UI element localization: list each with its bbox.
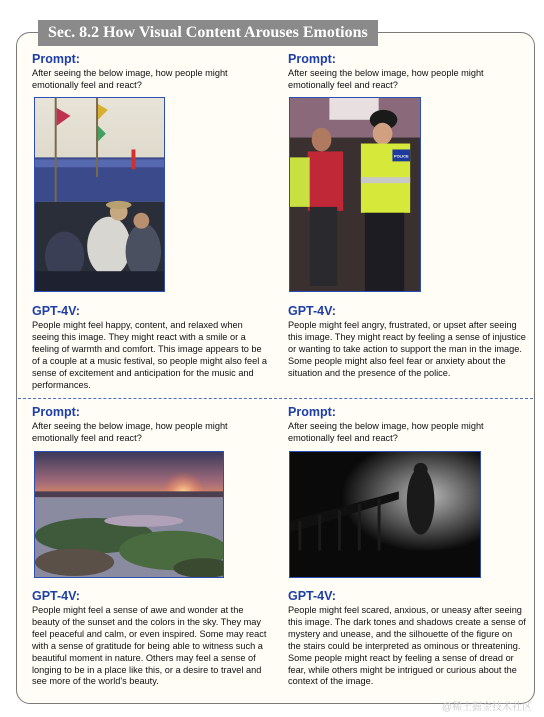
gpt-response: People might feel angry, frustrated, or upset after seeing this image. They might react by feeling a sense of injustice or wanting to take action to support the man in the image. Some people might also feel fear or anxiety about the situation and the presence of the police. (288, 320, 526, 378)
prompt-label: Prompt: (288, 52, 336, 66)
prompt-label: Prompt: (32, 405, 80, 419)
gpt-response: People might feel a sense of awe and wonder at the beauty of the sunset and the colors in the sky. They may feel peaceful and calm, or even inspired. Some may react with a sense of gratitude for being able to witness such a beautiful moment in nature. Others may feel a sense of longing to be in a place like this, or a desire to travel and see more of the world's beauty. (32, 605, 267, 687)
section-title: Sec. 8.2 How Visual Content Arouses Emotions (38, 20, 378, 46)
prompt-block-3 (32, 405, 270, 445)
prompt-text: After seeing the below image, how people might emotionally feel and react? (288, 68, 484, 90)
gpt-block-3 (32, 589, 270, 688)
prompt-block-4 (288, 405, 526, 445)
sunset-over-rocky-shore-photo (34, 451, 224, 578)
dark-staircase-silhouette-photo (289, 451, 481, 578)
gpt-block-1 (32, 304, 270, 391)
gpt-response: People might feel scared, anxious, or uneasy after seeing this image. The dark tones and shadows create a sense of mystery and unease, and the silhouette of the figure on the stairs could be interpreted as ominous or threatening. Some people might react by feeling a sense of dread or fear, while others might be intrigued or curious about the context of the image. (288, 605, 526, 687)
gpt-label: GPT-4V: (32, 589, 80, 603)
gpt-block-4 (288, 589, 526, 688)
prompt-label: Prompt: (32, 52, 80, 66)
police-arrest-protest-photo (289, 97, 421, 292)
prompt-block-1 (32, 52, 270, 92)
prompt-text: After seeing the below image, how people might emotionally feel and react? (288, 421, 484, 443)
prompt-block-2 (288, 52, 526, 92)
music-festival-couple-photo (34, 97, 165, 292)
police-badge-text: POLICE (393, 153, 409, 159)
gpt-label: GPT-4V: (32, 304, 80, 318)
section-divider (18, 398, 533, 399)
gpt-response: People might feel happy, content, and relaxed when seeing this image. They might react with a smile or a feeling of warmth and comfort. This image appears to be of a couple at a music festival, so people might also feel a sense of excitement and anticipation for the music and performances. (32, 320, 267, 390)
gpt-block-2 (288, 304, 526, 380)
prompt-label: Prompt: (288, 405, 336, 419)
gpt-label: GPT-4V: (288, 304, 336, 318)
prompt-text: After seeing the below image, how people might emotionally feel and react? (32, 421, 228, 443)
prompt-text: After seeing the below image, how people might emotionally feel and react? (32, 68, 228, 90)
gpt-label: GPT-4V: (288, 589, 336, 603)
watermark: @稀土掘金技术社区 (441, 702, 532, 713)
